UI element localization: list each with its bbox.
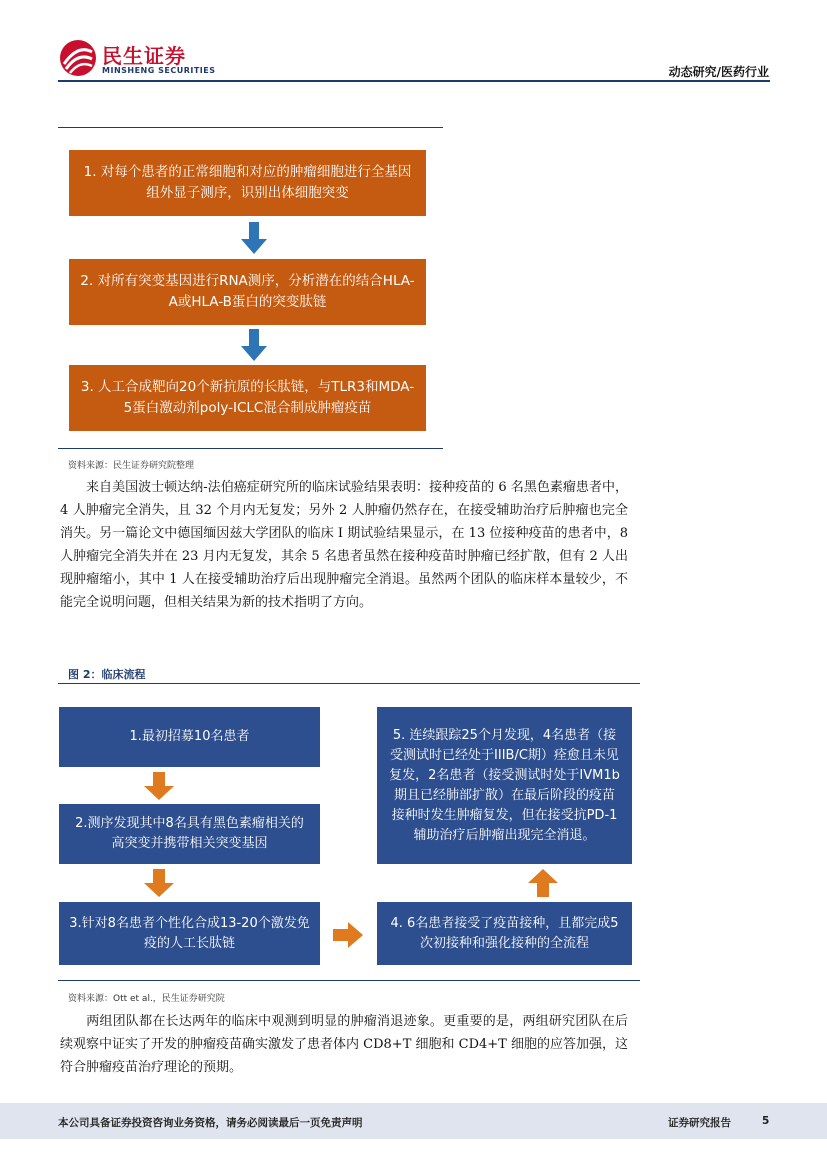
- figure1-top-rule: [58, 127, 443, 128]
- figure2-box-2: 2.测序发现其中8名具有黑色素瘤相关的高突变并携带相关突变基因: [59, 804, 320, 864]
- body-paragraph-2: [60, 1010, 628, 1079]
- figure2-top-rule: [58, 683, 640, 684]
- footer-report-type: 证券研究报告: [668, 1117, 731, 1129]
- up-arrow-icon: [528, 869, 558, 897]
- down-arrow-icon: [144, 772, 174, 800]
- figure2-title: 图 2：临床流程: [68, 668, 146, 681]
- figure1-source: 资料来源：民生证券研究院整理: [68, 461, 195, 471]
- header-divider: [58, 80, 770, 82]
- figure2-bottom-rule: [58, 980, 640, 981]
- logo-text-cn: 民生证券: [102, 44, 186, 68]
- figure2-box-4: 4. 6名患者接受了疫苗接种，且都完成5次初接种和强化接种的全流程: [377, 902, 632, 965]
- logo-emblem-icon: [58, 38, 98, 78]
- down-arrow-icon: [144, 869, 174, 897]
- figure2-box-3: 3.针对8名患者个性化合成13-20个激发免疫的人工长肽链: [59, 902, 320, 965]
- figure1-bottom-rule: [58, 448, 443, 449]
- report-category: 动态研究/医药行业: [668, 65, 769, 79]
- paragraph-2-text: 两组团队都在长达两年的临床中观测到明显的肿瘤消退迹象。更重要的是，两组研究团队在后续观察中证实了开发的肿瘤疫苗确实激发了患者体内 CD8+T 细胞和 CD4+T 细胞的应答加强，这符合肿瘤疫苗治疗理论的预期。: [60, 1014, 628, 1075]
- figure1-step-2: 2. 对所有突变基因进行RNA测序，分析潜在的结合HLA-A或HLA-B蛋白的突变肽链: [69, 259, 426, 325]
- footer-disclaimer: 本公司具备证券投资咨询业务资格，请务必阅读最后一页免责声明: [58, 1117, 363, 1129]
- figure2-box-5: 5. 连续跟踪25个月发现，4名患者（接受测试时已经处于IIIB/C期）痊愈且未见复发，2名患者（接受测试时处于IVM1b期且已经肺部扩散）在最后阶段的疫苗接种时发生肿瘤复发，但在接受抗PD-1辅助治疗后肿瘤出现完全消退。: [377, 707, 632, 864]
- down-arrow-icon: [241, 222, 267, 254]
- logo-text-en: MINSHENG SECURITIES: [102, 66, 216, 75]
- body-paragraph-1: [60, 476, 628, 614]
- page-number: 5: [762, 1115, 770, 1127]
- figure1-step-1: 1. 对每个患者的正常细胞和对应的肿瘤细胞进行全基因组外显子测序，识别出体细胞突变: [69, 150, 426, 216]
- right-arrow-icon: [333, 922, 363, 948]
- paragraph-1-text: 来自美国波士顿达纳-法伯癌症研究所的临床试验结果表明：接种疫苗的 6 名黑色素瘤患者中，4 人肿瘤完全消失，且 32 个月内无复发；另外 2 人肿瘤仍然存在，在接受辅助治疗后肿瘤也完全消失。另一篇论文中德国缅因兹大学团队的临床 I 期试验结果显示，在 13 位接种疫苗的患者中，8 人肿瘤完全消失并在 23 月内无复发，其余 5 名患者虽然在接种疫苗时肿瘤已经扩散，但有 2 人出现肿瘤缩小，其中 1 人在接受辅助治疗后出现肿瘤完全消退。虽然两个团队的临床样本量较少，不能完全说明问题，但相关结果为新的技术指明了方向。: [60, 480, 628, 610]
- figure1-step-3: 3. 人工合成靶向20个新抗原的长肽链，与TLR3和MDA-5蛋白激动剂poly-ICLC混合制成肿瘤疫苗: [69, 365, 426, 431]
- figure2-box-1: 1.最初招募10名患者: [59, 707, 320, 767]
- logo: [58, 38, 258, 82]
- down-arrow-icon: [241, 329, 267, 361]
- figure2-source: 资料来源：Ott et al.，民生证券研究院: [68, 994, 225, 1004]
